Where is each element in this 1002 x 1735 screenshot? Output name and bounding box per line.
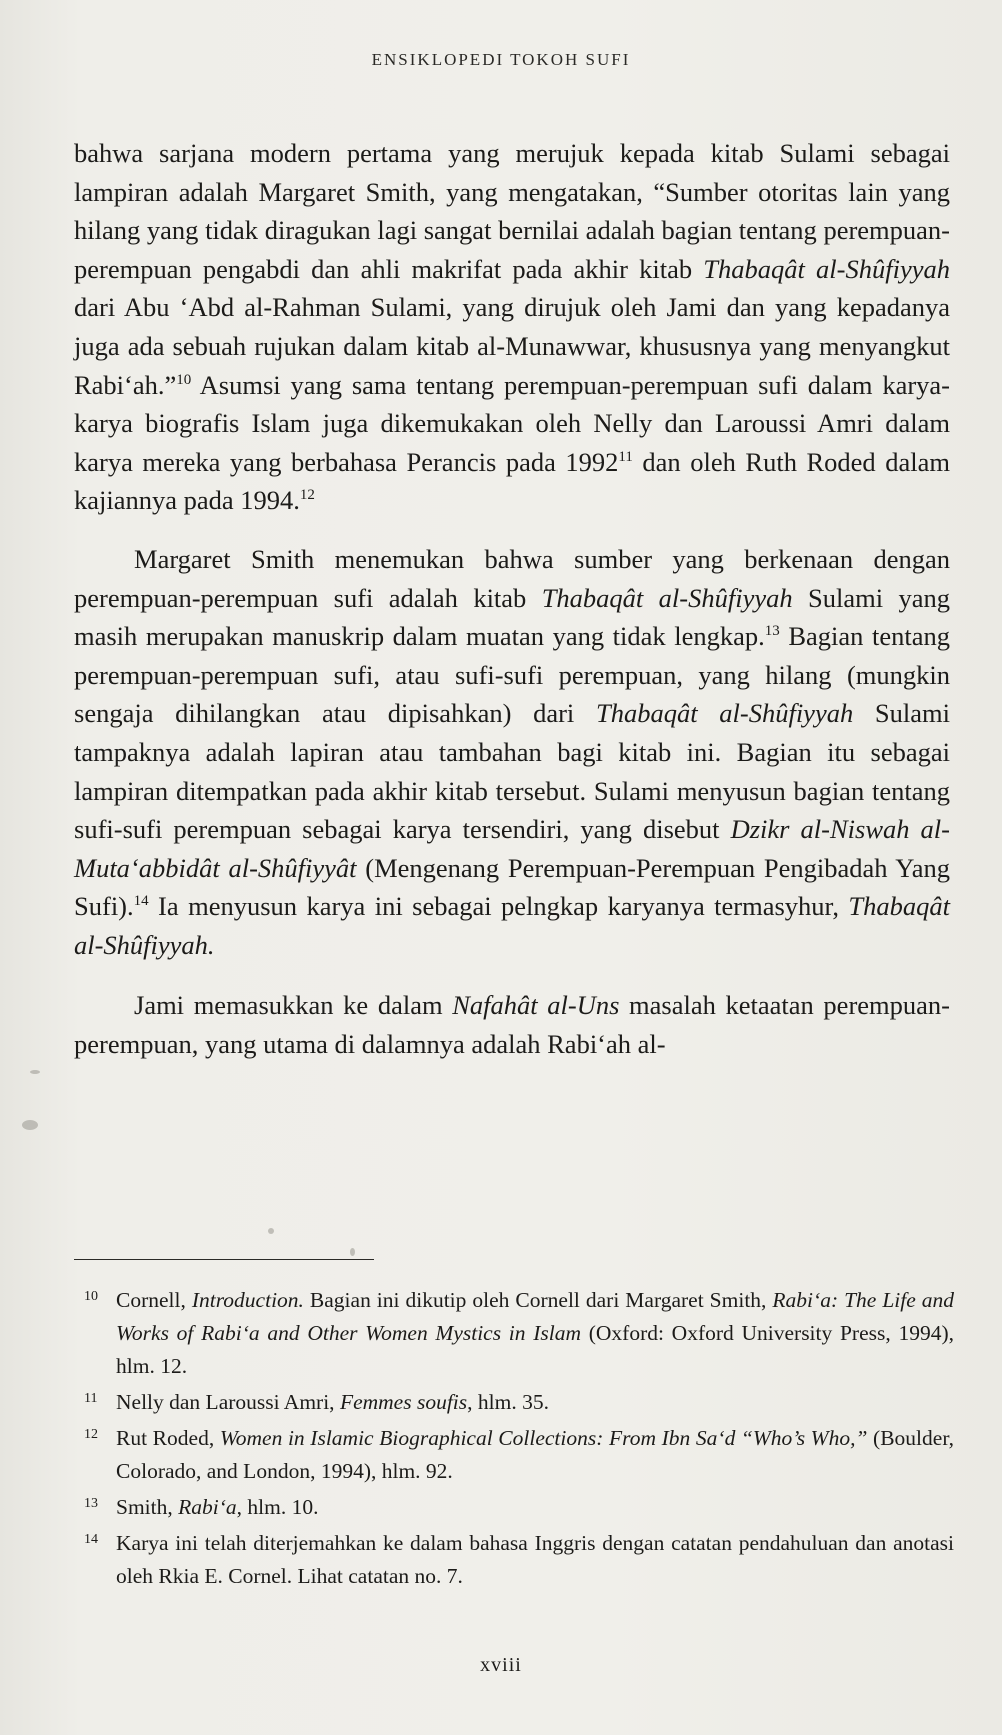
paper-speck bbox=[350, 1248, 355, 1256]
paragraph-1 bbox=[74, 134, 950, 520]
text-run: Sulami tampaknya adalah lapiran atau tambahan bagi kitab ini. Bagian itu sebagai lampiran ditempatkan pada akhir kitab tersebut. Sulami menyusun bagian tentang sufi-sufi perempuan sebagai karya tersendiri, yang disebut bbox=[74, 698, 950, 845]
text-run: , hlm. 35. bbox=[467, 1390, 549, 1414]
text-run: Smith, bbox=[116, 1495, 179, 1519]
text-run: dari Abu ‘Abd al-Rahman Sulami, yang dirujuk oleh Jami dan yang kepadanya juga ada sebuah rujukan dalam kitab al-Munawwar, khususnya yang menyangkut Rabi‘ah.” bbox=[74, 292, 950, 400]
text-run: Rut Roded, bbox=[116, 1426, 220, 1450]
text-run: Nelly dan Laroussi Amri, bbox=[116, 1390, 340, 1414]
body-text bbox=[74, 134, 950, 1064]
italic-title: Nafahât al-Uns bbox=[452, 990, 620, 1021]
footnote-text bbox=[116, 1426, 954, 1483]
paper-speck bbox=[30, 1070, 40, 1074]
italic-title: Thabaqât al-Shûfiyyah bbox=[703, 253, 950, 284]
text-run: (Mengenang Perempuan-Perempuan Pengibadah Yang Sufi). bbox=[74, 852, 950, 922]
text-run: , hlm. 10. bbox=[236, 1495, 319, 1519]
text-run: masalah ketaatan perempuan-perempuan, yang utama di dalamnya adalah Rabi‘ah al- bbox=[74, 990, 950, 1060]
footnote-rule bbox=[74, 1259, 374, 1260]
footnote-ref: 10 bbox=[176, 371, 192, 388]
footnote-number: 14 bbox=[84, 1532, 98, 1547]
footnote-14 bbox=[84, 1527, 954, 1593]
footnote-text bbox=[116, 1288, 954, 1378]
footnote-12 bbox=[84, 1422, 954, 1488]
footnote-text bbox=[116, 1390, 549, 1414]
footnote-text bbox=[116, 1495, 319, 1519]
footnote-ref: 14 bbox=[133, 893, 149, 910]
footnotes bbox=[84, 1284, 954, 1596]
footnote-text bbox=[116, 1531, 954, 1588]
footnote-11 bbox=[84, 1386, 954, 1419]
footnote-number: 13 bbox=[84, 1496, 98, 1511]
page-number: xviii bbox=[480, 1654, 522, 1676]
paragraph-3 bbox=[74, 986, 950, 1063]
footnote-number: 11 bbox=[84, 1391, 98, 1406]
text-run: Bagian ini dikutip oleh Cornell dari Margaret Smith, bbox=[303, 1288, 773, 1312]
text-run: (Boulder, Colorado, and London, 1994), hlm. 92. bbox=[116, 1426, 954, 1483]
text-run: Cornell, bbox=[116, 1288, 192, 1312]
text-run: Margaret Smith menemukan bahwa sumber yang berkenaan dengan perempuan-perempuan sufi adalah kitab bbox=[74, 543, 950, 613]
text-run: Jami memasukkan ke dalam bbox=[134, 990, 453, 1021]
italic-title: Femmes soufis bbox=[339, 1390, 468, 1414]
text-run: (Oxford: Oxford University Press, 1994), hlm. 12. bbox=[116, 1321, 954, 1378]
italic-title: Thabaqât al-Shûfiyyah bbox=[541, 582, 793, 613]
footnote-ref: 12 bbox=[299, 487, 315, 504]
paper-speck bbox=[22, 1120, 38, 1130]
text-run: dan oleh Ruth Roded dalam kajiannya pada 1994. bbox=[74, 446, 950, 516]
footnote-13 bbox=[84, 1491, 954, 1524]
text-run: Ia menyusun karya ini sebagai pelngkap karyanya termasyhur, bbox=[148, 891, 849, 922]
italic-title: Thabaqât al-Shûfiyyah bbox=[595, 698, 854, 729]
italic-title: Rabi‘a: The Life and Works of Rabi‘a and Other Women Mystics in Islam bbox=[116, 1288, 955, 1345]
paragraph-2 bbox=[74, 540, 950, 965]
text-run: Karya ini telah diterjemahkan ke dalam bahasa Inggris dengan catatan pendahuluan dan anotasi oleh Rkia E. Cornel. Lihat catatan no. 7. bbox=[116, 1531, 954, 1588]
text-run: Sulami yang masih merupakan manuskrip dalam muatan yang tidak lengkap. bbox=[74, 582, 950, 652]
italic-title: Women in Islamic Biographical Collections: From Ibn Sa‘d “Who’s Who,” bbox=[219, 1426, 868, 1450]
running-head: ENSIKLOPEDI TOKOH SUFI bbox=[371, 50, 631, 69]
footnote-number: 10 bbox=[84, 1289, 98, 1304]
text-run: Asumsi yang sama tentang perempuan-perempuan sufi dalam karya-karya biografis Islam juga dikemukakan oleh Nelly dan Laroussi Amri dalam karya mereka yang berbahasa Perancis pada 1992 bbox=[74, 369, 950, 477]
italic-title: Introduction. bbox=[191, 1288, 304, 1312]
text-run: bahwa sarjana modern pertama yang merujuk kepada kitab Sulami sebagai lampiran adalah Margaret Smith, yang mengatakan, “Sumber otoritas lain yang hilang yang tidak diragukan lagi sangat bernilai adalah bagian tentang perempuan-perempuan pengabdi dan ahli makrifat pada akhir kitab bbox=[74, 138, 950, 284]
footnote-ref: 11 bbox=[618, 448, 633, 465]
paper-speck bbox=[268, 1228, 274, 1234]
italic-title: Thabaqât al-Shûfiyyah. bbox=[74, 891, 950, 960]
footnote-10 bbox=[84, 1284, 954, 1383]
footnote-ref: 13 bbox=[764, 623, 780, 640]
text-run: Bagian tentang perempuan-perempuan sufi, atau sufi-sufi perempuan, yang hilang (mungkin sengaja dihilangkan atau dipisahkan) dari bbox=[74, 621, 951, 729]
footnote-number: 12 bbox=[84, 1427, 98, 1442]
bleed-through-text bbox=[0, 30, 1002, 47]
italic-title: Rabi‘a bbox=[178, 1495, 237, 1519]
italic-title: Dzikr al-Niswah al-Muta‘abbidât al-Shûfiyyât bbox=[74, 814, 950, 883]
